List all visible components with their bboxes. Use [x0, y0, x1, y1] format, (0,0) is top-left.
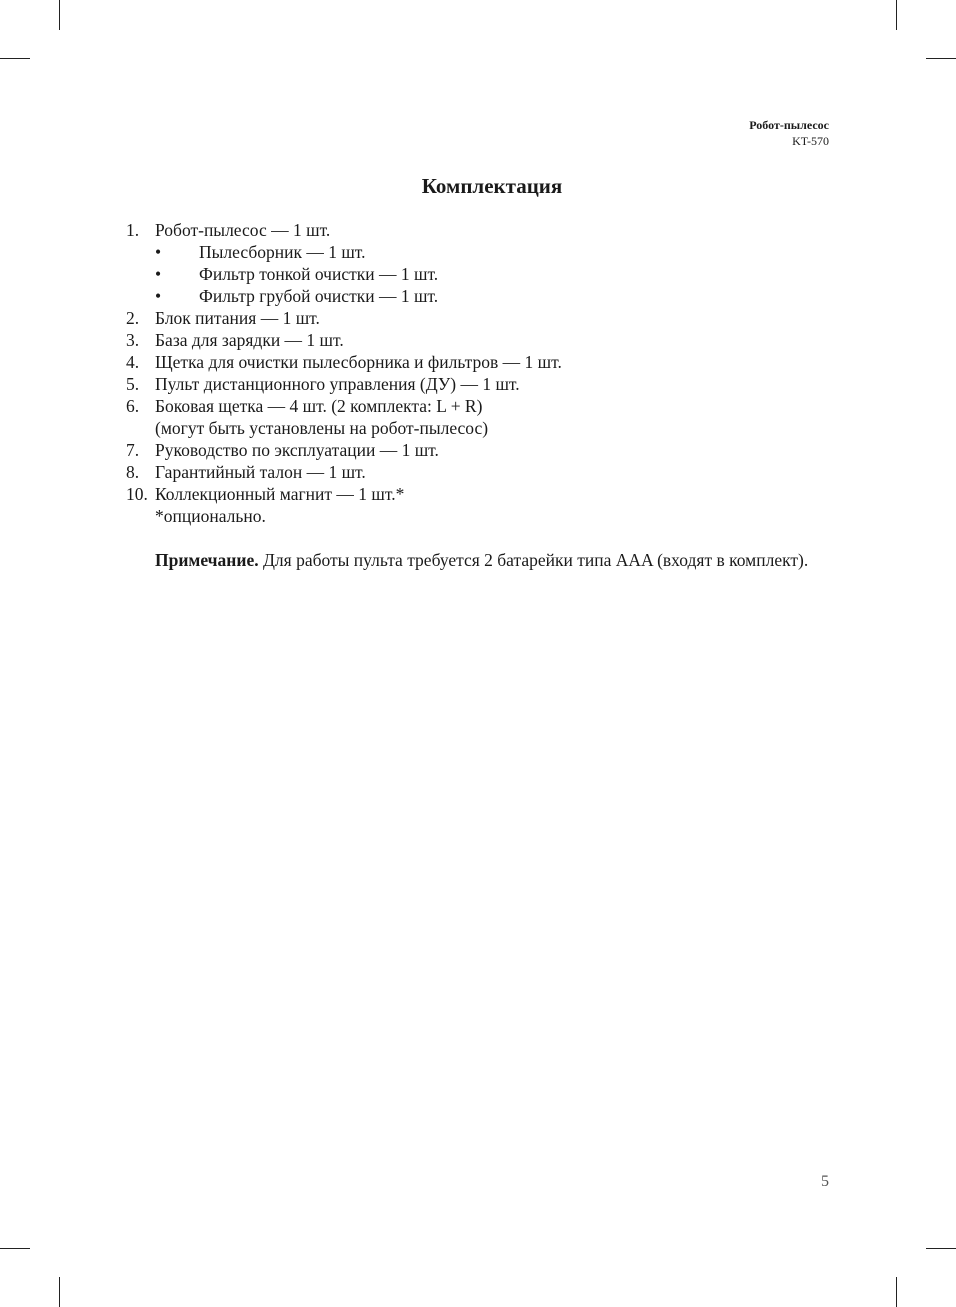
list-subitem [126, 241, 826, 263]
item-text: Гарантийный талон — 1 шт. [155, 462, 366, 482]
item-number: 5. [126, 374, 140, 394]
item-text: Фильтр тонкой очистки — 1 шт. [199, 264, 439, 284]
footnote [126, 505, 826, 527]
list-item [126, 307, 826, 329]
list-item [126, 395, 826, 417]
item-number: 6. [126, 396, 140, 416]
list-subitem [126, 285, 826, 307]
crop-mark [59, 1277, 60, 1307]
header-model: KT-570 [792, 134, 829, 148]
crop-mark [926, 58, 956, 59]
list-item [126, 373, 826, 395]
item-text: Фильтр грубой очистки — 1 шт. [199, 286, 439, 306]
item-text: Робот-пылесос — 1 шт. [155, 220, 331, 240]
item-number: 7. [126, 440, 140, 460]
footnote-text: *опционально. [155, 506, 266, 526]
item-number: 4. [126, 352, 140, 372]
item-number: 10. [126, 484, 148, 504]
list-item [126, 219, 826, 241]
note-text: Для работы пульта требуется 2 батарейки типа AAA (входят в комплект). [258, 550, 809, 570]
running-header [749, 117, 829, 149]
list-item [126, 351, 826, 373]
bullet-marker: • [155, 242, 162, 262]
bullet-marker: • [155, 264, 162, 284]
item-text: Боковая щетка — 4 шт. (2 комплекта: L + R) [155, 396, 483, 416]
crop-mark [0, 1248, 30, 1249]
item-number: 8. [126, 462, 140, 482]
crop-mark [896, 1277, 897, 1307]
crop-mark [896, 0, 897, 30]
item-text: Щетка для очистки пылесборника и фильтров — 1 шт. [155, 352, 562, 372]
item-text: Пылесборник — 1 шт. [199, 242, 366, 262]
item-text: База для зарядки — 1 шт. [155, 330, 344, 350]
item-number: 1. [126, 220, 140, 240]
item-number: 3. [126, 330, 140, 350]
note-label: Примечание. [155, 550, 259, 570]
package-contents-list [126, 219, 826, 527]
list-item [126, 439, 826, 461]
list-item-continuation [126, 417, 826, 439]
item-number: 2. [126, 308, 140, 328]
crop-mark [59, 0, 60, 30]
list-item [126, 329, 826, 351]
list-item [126, 483, 826, 505]
note-paragraph [126, 549, 810, 572]
item-text: (могут быть установлены на робот-пылесос) [155, 418, 489, 438]
item-text: Блок питания — 1 шт. [155, 308, 320, 328]
item-text: Коллекционный магнит — 1 шт.* [155, 484, 405, 504]
crop-mark [0, 58, 30, 59]
page-number: 5 [821, 1173, 829, 1190]
list-item [126, 461, 826, 483]
list-subitem [126, 263, 826, 285]
bullet-marker: • [155, 286, 162, 306]
item-text: Пульт дистанционного управления (ДУ) — 1 шт. [155, 374, 520, 394]
crop-mark [926, 1248, 956, 1249]
header-product: Робот-пылесос [749, 118, 829, 132]
page-title: Комплектация [421, 174, 563, 198]
item-text: Руководство по эксплуатации — 1 шт. [155, 440, 439, 460]
